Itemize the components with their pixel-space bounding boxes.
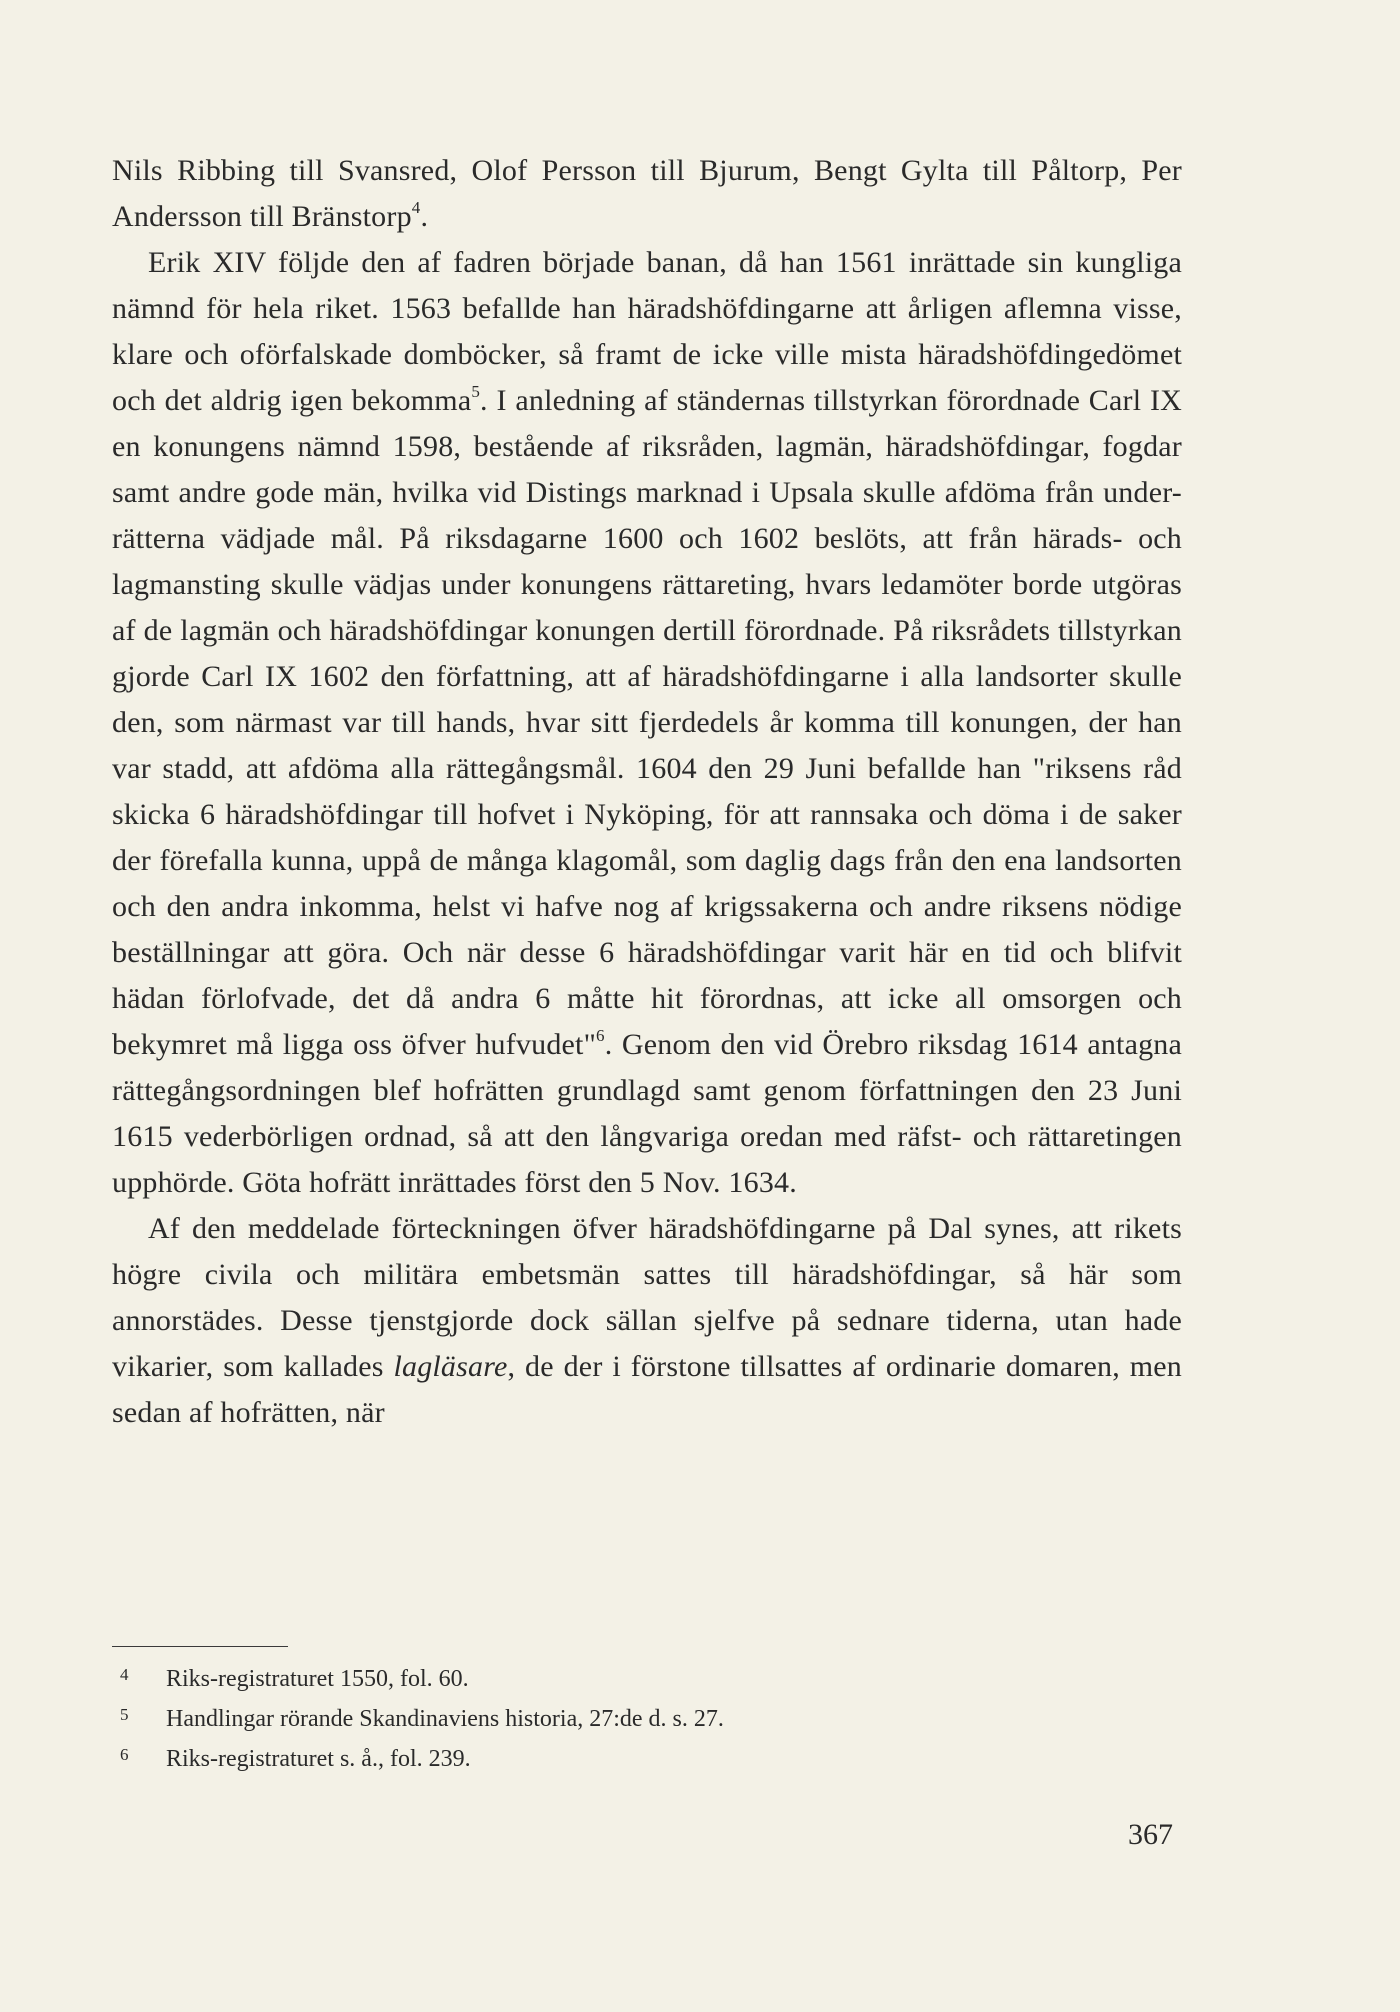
paragraph-2-text-3: Genom den vid Örebro riksdag 1614 antagna rättegångsordningen blef hofrätten grundlagd samt genom författningen den 23 Juni 1615 vederbörligen ordnad, så att den långvariga oredan med räfst- och rättaretingen upphörde. Göta hofrätt inrättades först den 5 Nov. 1634. <box>112 1028 1182 1199</box>
paragraph-2-text-2: I anledning af ständernas tillstyrkan förordnade Carl IX en konungens nämnd 1598, bestående af riksråden, lagmän, häradshöfdingar, fogdar samt andre gode män, hvilka vid Distings marknad i Upsala skulle afdöma från under-rätterna vädjade mål. På riksdagarne 1600 och 1602 beslöts, att från härads- och lagmansting skulle vädjas under konungens rättareting, hvars ledamöter borde utgöras af de lagmän och häradshöfdingar konungen dertill förordnade. På riksrådets tillstyrkan gjorde Carl IX 1602 den författning, att af häradshöfdingarne i alla landsorter skulle den, som närmast var till hands, hvar sitt fjerdedels år komma till konungen, der han var stadd, att afdöma alla rättegångsmål. 1604 den 29 Juni befallde han "riksens råd skicka 6 häradshöfdingar till hofvet i Nyköping, för att rannsaka och döma i de saker der förefalla kunna, uppå de många klagomål, som daglig dags från den ena landsorten och den andra inkomma, helst vi hafve nog af krigssakerna och andre riksens nödige beställningar att göra. Och när desse 6 häradshöfdingar varit här en tid och blifvit hädan förlofvade, det då andra 6 måtte hit förordnas, att icke all omsorgen och bekymret må ligga oss öfver hufvudet" <box>112 384 1183 1061</box>
page-body <box>112 148 1182 1436</box>
paragraph-3-text-after: , de der i förstone tillsattes af ordinarie domaren, men sedan af hofrätten, när <box>112 1350 1183 1429</box>
italic-term: lagläsare <box>393 1350 508 1383</box>
footnote-number: 5 <box>120 1705 129 1724</box>
paragraph-1-text: Nils Ribbing till Svansred, Olof Persson till Bjurum, Bengt Gylta till Påltorp, Per Andersson till Bränstorp <box>112 154 1182 233</box>
footnote-text: Riks-registraturet 1550, fol. 60. <box>166 1666 469 1692</box>
page-number: 367 <box>1128 1818 1173 1851</box>
footnote-divider <box>112 1646 288 1647</box>
paragraph-3 <box>112 1206 1182 1436</box>
footnotes <box>120 1660 1120 1780</box>
footnote-4 <box>120 1660 1120 1700</box>
paragraph-1: Nils Ribbing till Svansred, Olof Persson till Bjurum, Bengt Gylta till Påltorp, Per Andersson till Bränstorp$^4$. <box>112 154 1182 233</box>
footnote-number: 4 <box>120 1665 129 1684</box>
footnote-ref-4: 4 <box>411 198 421 217</box>
footnote-number: 6 <box>120 1745 129 1764</box>
footnote-ref-5: 5 <box>471 382 481 401</box>
footnote-6 <box>120 1740 1120 1780</box>
paragraph-3-text: Af den meddelade förteckningen öfver häradshöfdingarne på Dal synes, att rikets högre civila och militära embetsmän sattes till häradshöfdingar, så här som annorstädes. Desse tjenstgjorde dock sällan sjelfve på sednare tiderna, utan hade vikarier, som kallades <box>112 1212 1182 1383</box>
footnote-text: Handlingar rörande Skandinaviens historia, 27:de d. s. 27. <box>166 1706 724 1732</box>
footnote-text: Riks-registraturet s. å., fol. 239. <box>166 1746 471 1772</box>
footnote-ref-6: 6 <box>596 1026 605 1045</box>
footnote-5 <box>120 1700 1120 1740</box>
body-text <box>112 148 1182 1436</box>
paragraph-2-text: Erik XIV följde den af fadren började banan, då han 1561 inrättade sin kungliga nämnd för hela riket. 1563 befallde han häradshöfdingarne att årligen aflemna visse, klare och oförfalskade domböcker, så framt de icke ville mista häradshöfdingedömet och det aldrig igen bekomma <box>112 246 1182 417</box>
paragraph-2: Erik XIV följde den af fadren började banan, då han 1561 inrättade sin kungliga nämnd för hela riket. 1563 befallde han häradshöfdingarne att årligen aflemna visse, klare och oförfalskade domböcker, så framt de icke ville mista häradshöfdingedömet och det aldrig igen bekomma$^5$. I anledning af ständernas tillstyrkan förordnade Carl IX en konungens nämnd 1598, bestående af riksråden, lagmän, häradshöfdingar, fogdar samt andre gode män, hvilka vid Distings marknad i Upsala skulle afdöma från under-rätterna vädjade mål. På riksdagarne 1600 och 1602 beslöts, att från härads- och lagmansting skulle vädjas under konungens rättareting, hvars ledamöter borde utgöras af de lagmän och häradshöfdingar konungen dertill förordnade. På riksrådets tillstyrkan gjorde Carl IX 1602 den författning, att af häradshöfdingarne i alla landsorter skulle den, som närmast var till hands, hvar sitt fjerdedels år komma till konungen, der han var stadd, att afdöma alla rättegångsmål. 1604 den 29 Juni befallde han "riksens råd skicka 6 häradshöfdingar till hofvet i Nyköping, för att rannsaka och döma i de saker der förefalla kunna, uppå de många klagomål, som daglig dags från den ena landsorten och den andra inkomma, helst vi hafve nog af krigssakerna och andre riksens nödige beställningar att göra. Och när desse 6 häradshöfdingar varit här en tid och blifvit hädan förlofvade, det då andra 6 måtte hit förordnas, att icke all omsorgen och bekymret må ligga oss öfver hufvudet"$^6$. Genom den vid Örebro riksdag 1614 antagna rättegångsordningen blef hofrätten grundlagd samt genom författningen den 23 Juni 1615 vederbörligen ordnad, så att den långvariga oredan med räfst- och rättaretingen upphörde. Göta hofrätt inrättades först den 5 Nov. 1634. <box>112 246 1183 1199</box>
